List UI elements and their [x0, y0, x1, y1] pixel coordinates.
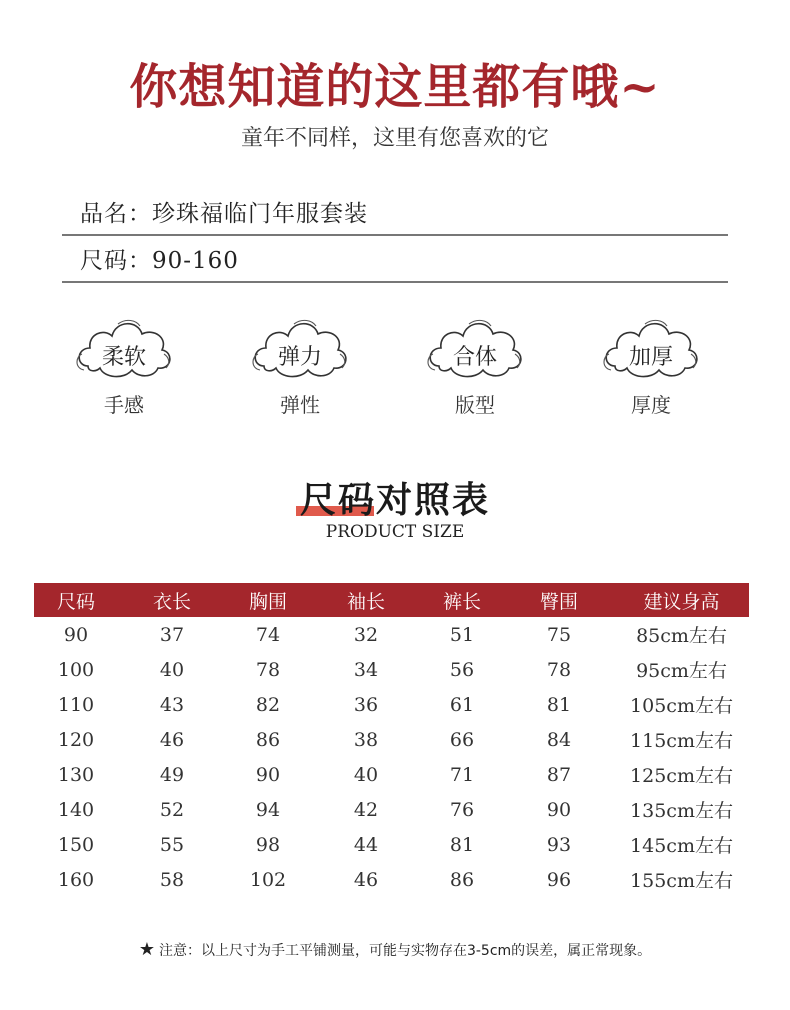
table-cell: 74: [255, 623, 281, 646]
table-cell: 42: [353, 798, 379, 821]
table-cell: 44: [353, 833, 379, 856]
table-cell: 66: [449, 728, 475, 751]
table-cell: 51: [449, 623, 475, 646]
feature-sub-label: 弹性: [280, 393, 320, 417]
table-cell: 40: [353, 763, 379, 786]
size-chart-title: 尺码对照表: [299, 479, 490, 521]
product-name: 品名：珍珠福临门年服套装: [80, 201, 368, 227]
measurement-note: [0, 939, 790, 960]
header-cell: 衣长: [152, 590, 191, 613]
table-cell: 160: [57, 868, 95, 891]
table-cell: 76: [449, 798, 475, 821]
header-cell: 建议身高: [643, 590, 720, 613]
table-row: [34, 652, 749, 687]
table-cell: 93: [546, 833, 572, 856]
table-cell: 115cm左右: [630, 730, 733, 752]
table-cell: 120: [57, 728, 95, 751]
table-cell: 43: [159, 693, 185, 716]
table-cell: 82: [255, 693, 281, 716]
table-cell: 46: [353, 868, 379, 891]
table-row: [34, 827, 749, 862]
table-cell: 37: [159, 623, 185, 646]
feature-main-label: 柔软: [101, 345, 146, 370]
product-name-row: [62, 190, 728, 236]
table-cell: 95cm左右: [636, 660, 727, 682]
table-cell: 90: [63, 623, 89, 646]
table-cell: 94: [255, 798, 281, 821]
table-row: [34, 722, 749, 757]
table-cell: 110: [57, 693, 95, 716]
table-cell: 85cm左右: [636, 625, 727, 647]
table-cell: 140: [57, 798, 95, 821]
feature-item: [601, 314, 701, 417]
size-chart-subtitle: PRODUCT SIZE: [325, 522, 465, 542]
table-cell: 38: [353, 728, 379, 751]
table-cell: 145cm左右: [630, 835, 733, 857]
table-cell: 90: [546, 798, 572, 821]
table-cell: 125cm左右: [630, 765, 733, 787]
feature-sub-label: 手感: [104, 393, 144, 417]
feature-item: [74, 314, 174, 417]
table-cell: 155cm左右: [630, 870, 733, 892]
note-text: 注意：以上尺寸为手工平铺测量，可能与实物存在3-5cm的误差，属正常现象。: [158, 943, 652, 959]
table-cell: 75: [546, 623, 572, 646]
size-range: 尺码：90-160: [80, 248, 239, 274]
header-cell: 臀围: [539, 590, 578, 613]
table-cell: 81: [546, 693, 572, 716]
header-cell: 胸围: [248, 590, 287, 613]
feature-sub-label: 厚度: [631, 393, 671, 417]
header-cell: 裤长: [442, 590, 481, 613]
feature-sub-label: 版型: [455, 393, 495, 417]
table-cell: 130: [57, 763, 95, 786]
table-cell: 81: [449, 833, 475, 856]
feature-main-label: 合体: [452, 345, 497, 370]
table-cell: 36: [353, 693, 379, 716]
feature-item: [250, 314, 350, 417]
size-range-row: [62, 237, 728, 283]
table-row: [34, 617, 749, 652]
table-cell: 56: [449, 658, 475, 681]
table-cell: 86: [449, 868, 475, 891]
table-cell: 61: [449, 693, 475, 716]
table-cell: 105cm左右: [630, 695, 733, 717]
table-cell: 84: [546, 728, 572, 751]
table-cell: 49: [159, 763, 185, 786]
table-cell: 52: [159, 798, 185, 821]
star-icon: ★: [138, 939, 155, 960]
page-title: 你想知道的这里都有哦~: [129, 59, 661, 115]
table-cell: 96: [546, 868, 572, 891]
feature-main-label: 弹力: [277, 345, 322, 370]
feature-main-label: 加厚: [628, 345, 673, 370]
header-cell: 尺码: [56, 590, 95, 613]
table-cell: 78: [546, 658, 572, 681]
feature-item: [425, 314, 525, 417]
table-cell: 98: [255, 833, 281, 856]
table-cell: 100: [57, 658, 95, 681]
table-cell: 46: [159, 728, 185, 751]
header-cell: 袖长: [346, 590, 385, 613]
table-cell: 58: [159, 868, 185, 891]
table-cell: 150: [57, 833, 95, 856]
table-cell: 78: [255, 658, 281, 681]
size-table: [34, 583, 749, 897]
table-row: [34, 687, 749, 722]
table-cell: 102: [249, 868, 287, 891]
table-row: [34, 862, 749, 897]
table-cell: 87: [546, 763, 572, 786]
table-cell: 90: [255, 763, 281, 786]
table-cell: 40: [159, 658, 185, 681]
table-cell: 55: [159, 833, 185, 856]
table-row: [34, 757, 749, 792]
table-cell: 135cm左右: [630, 800, 733, 822]
page-subtitle: 童年不同样，这里有您喜欢的它: [240, 126, 549, 151]
table-cell: 34: [353, 658, 379, 681]
table-cell: 32: [353, 623, 379, 646]
table-cell: 86: [255, 728, 281, 751]
table-header: [34, 583, 749, 617]
table-cell: 71: [449, 763, 475, 786]
table-row: [34, 792, 749, 827]
